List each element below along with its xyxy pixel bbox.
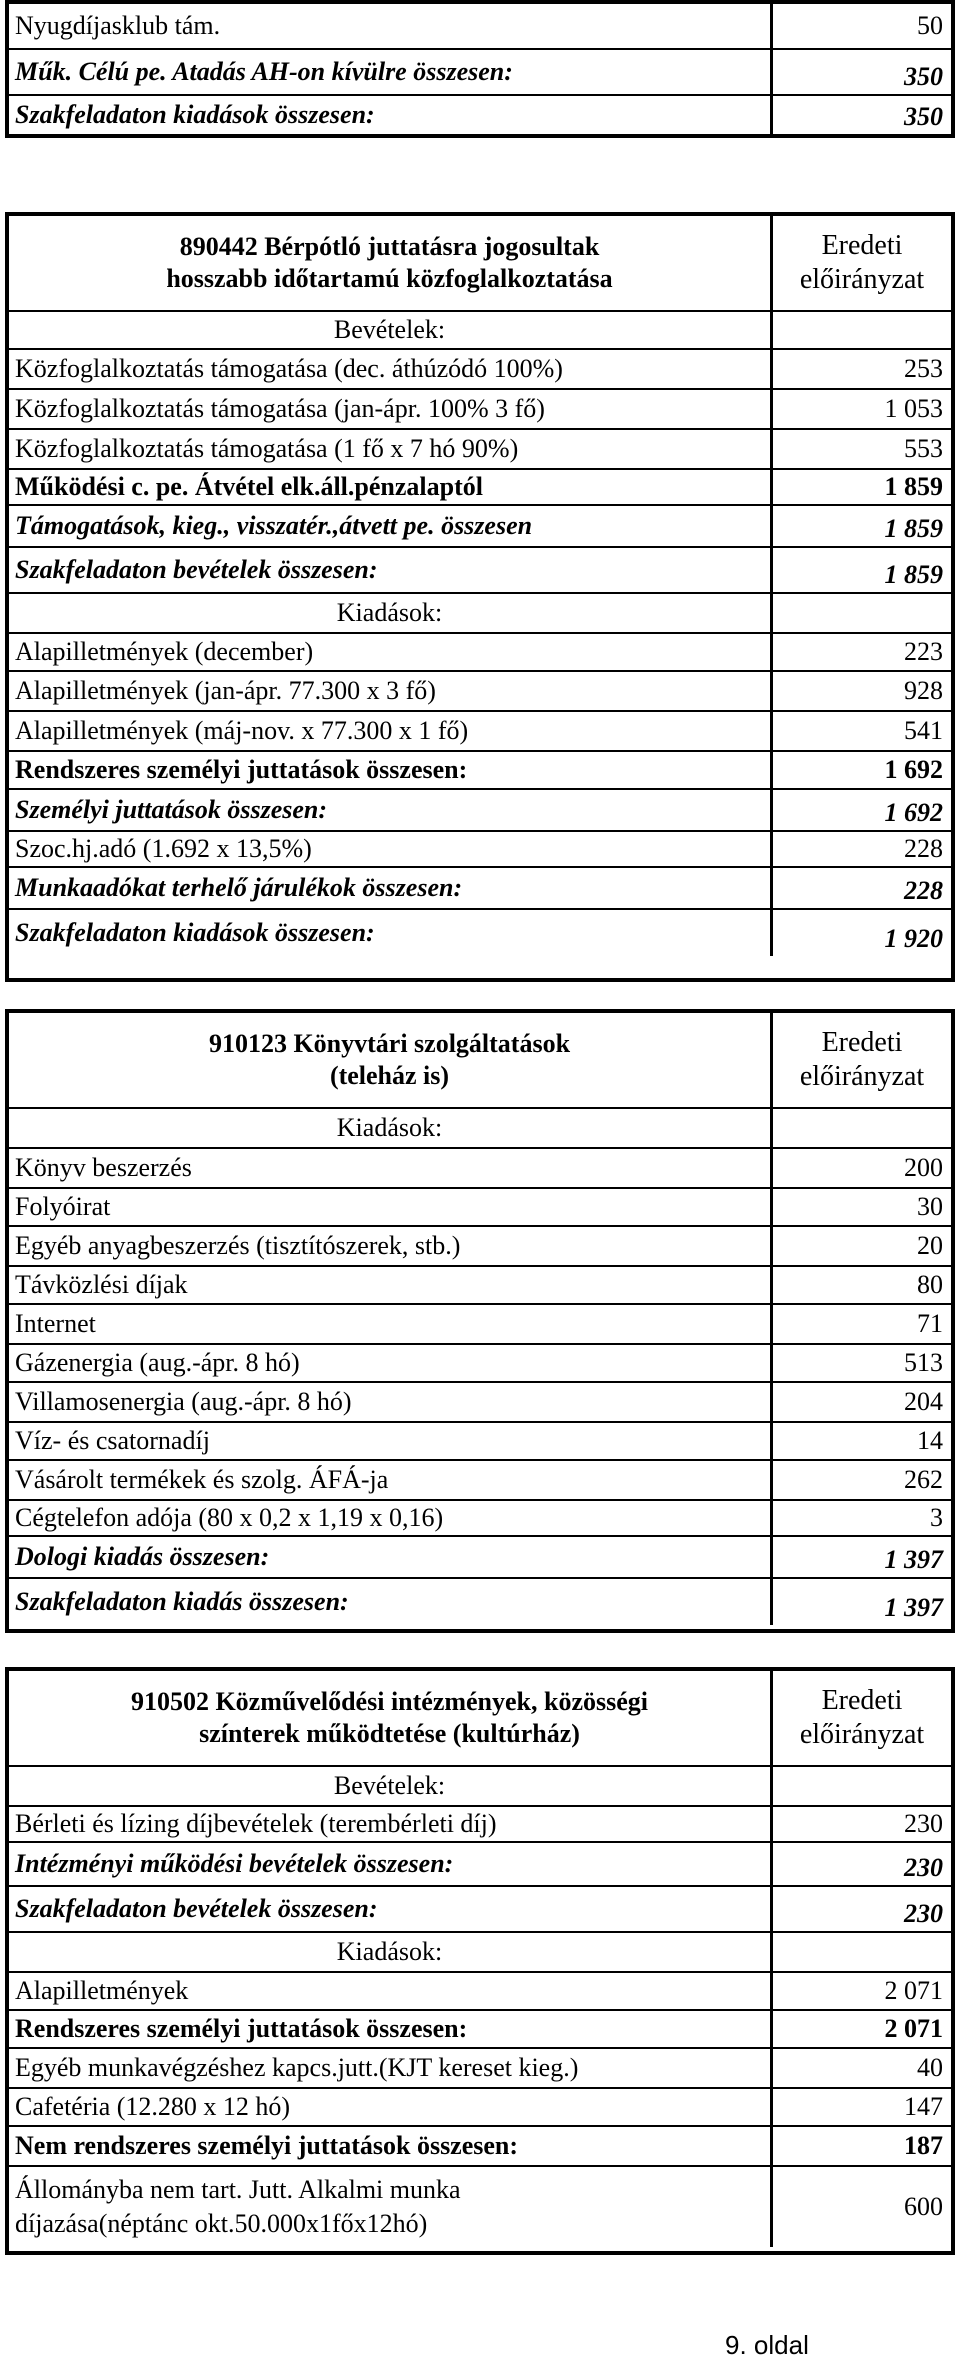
row-value: 600	[904, 2192, 943, 2221]
table-header	[9, 1013, 951, 1109]
row-label: Szoc.hj.adó (1.692 x 13,5%)	[9, 832, 773, 866]
row-value: 223	[904, 637, 943, 666]
column-header-line2: előirányzat	[799, 264, 925, 295]
section-title-line1: 910502 Közművelődési intézmények, közösségi	[130, 1687, 649, 1716]
section-row	[9, 312, 951, 350]
column-header-line1: Eredeti	[821, 1685, 903, 1716]
row-value: 50	[917, 11, 943, 40]
row-value: 1 920	[884, 924, 943, 953]
row-label: Cafetéria (12.280 x 12 hó)	[9, 2089, 773, 2125]
row-label: Támogatások, kieg., visszatér.,átvett pe. összesen	[9, 506, 773, 546]
table-row	[9, 1887, 951, 1933]
row-label: Távközlési díjak	[9, 1267, 773, 1303]
row-label-line2: díjazása(néptánc okt.50.000x1főx12hó)	[15, 2209, 428, 2238]
table-910123	[5, 1009, 955, 1633]
section-title-line1: 910123 Könyvtári szolgáltatások	[208, 1029, 571, 1058]
row-label-line1: Állományba nem tart. Jutt. Alkalmi munka	[15, 2175, 461, 2204]
table-row	[9, 672, 951, 712]
section-title-line2: színterek működtetése (kultúrház)	[199, 1719, 580, 1748]
row-value: 1 053	[884, 394, 943, 423]
row-value: 1 397	[884, 1593, 943, 1622]
section-row	[9, 1767, 951, 1807]
row-value: 513	[904, 1348, 943, 1377]
table-row	[9, 470, 951, 506]
row-label: Működési c. pe. Átvétel elk.áll.pénzalaptól	[9, 470, 773, 504]
row-value: 3	[930, 1503, 943, 1532]
table-row	[9, 2127, 951, 2167]
row-label: Szakfeladaton kiadások összesen:	[9, 910, 773, 956]
row-value: 200	[904, 1153, 943, 1182]
table-row	[9, 1345, 951, 1383]
row-label: Víz- és csatornadíj	[9, 1423, 773, 1459]
row-value: 20	[917, 1231, 943, 1260]
row-label	[9, 2167, 773, 2247]
section-title-line1: 890442 Bérpótló juttatásra jogosultak	[179, 232, 600, 261]
section-title-line2: hosszabb időtartamú közfoglalkoztatása	[166, 264, 613, 293]
row-value: 230	[904, 1899, 943, 1928]
row-value: 553	[904, 434, 943, 463]
table-row	[9, 1461, 951, 1501]
row-value: 253	[904, 354, 943, 383]
row-label: Dologi kiadás összesen:	[9, 1537, 773, 1577]
section-title-line2: (teleház is)	[329, 1061, 450, 1090]
table-row	[9, 752, 951, 790]
row-label: Közfoglalkoztatás támogatása (jan-ápr. 100% 3 fő)	[9, 390, 773, 428]
row-label: Műk. Célú pe. Atadás AH-on kívülre összesen:	[9, 50, 773, 94]
row-label: Cégtelefon adója (80 x 0,2 x 1,19 x 0,16)	[9, 1501, 773, 1535]
table-row	[9, 1227, 951, 1267]
row-value: 147	[904, 2092, 943, 2121]
row-label: Rendszeres személyi juttatások összesen:	[9, 752, 773, 788]
row-label: Gázenergia (aug.-ápr. 8 hó)	[9, 1345, 773, 1381]
column-header-line2: előirányzat	[799, 1719, 925, 1750]
section-title	[9, 1671, 773, 1765]
row-label: Folyóirat	[9, 1189, 773, 1225]
table-row	[9, 390, 951, 430]
row-value: 80	[917, 1270, 943, 1299]
row-value: 541	[904, 716, 943, 745]
revenue-heading: Bevételek:	[9, 1767, 773, 1805]
row-label: Alapilletmények	[9, 1973, 773, 2009]
table-header	[9, 1671, 951, 1767]
table-row	[9, 548, 951, 594]
table-row	[9, 4, 951, 50]
table-row	[9, 2089, 951, 2127]
row-label: Szakfeladaton kiadás összesen:	[9, 1579, 773, 1625]
table-row	[9, 790, 951, 832]
row-value: 1 692	[884, 798, 943, 827]
row-label: Szakfeladaton bevételek összesen:	[9, 1887, 773, 1931]
row-value: 350	[904, 62, 943, 91]
table-row	[9, 1579, 951, 1625]
row-label: Nem rendszeres személyi juttatások összesen:	[9, 2127, 773, 2165]
table-row	[9, 506, 951, 548]
table-row	[9, 1973, 951, 2011]
table-row	[9, 1305, 951, 1345]
row-value: 1 859	[884, 560, 943, 589]
table-row	[9, 96, 951, 134]
row-label: Internet	[9, 1305, 773, 1343]
table-row	[9, 1843, 951, 1887]
row-label: Közfoglalkoztatás támogatása (1 fő x 7 hó 90%)	[9, 430, 773, 468]
table-row	[9, 2167, 951, 2247]
row-value: 71	[917, 1309, 943, 1338]
page-number: 9. oldal	[725, 2330, 809, 2360]
row-value: 204	[904, 1387, 943, 1416]
section-title	[9, 1013, 773, 1107]
row-value: 187	[904, 2131, 943, 2160]
row-value: 40	[917, 2053, 943, 2082]
column-header-line1: Eredeti	[821, 230, 903, 261]
table-row	[9, 2049, 951, 2089]
row-value: 228	[904, 834, 943, 863]
table-row	[9, 350, 951, 390]
row-label: Egyéb anyagbeszerzés (tisztítószerek, stb.)	[9, 1227, 773, 1265]
row-value: 1 859	[884, 514, 943, 543]
expense-heading: Kiadások:	[9, 1933, 773, 1971]
row-label: Bérleti és lízing díjbevételek (terembérleti díj)	[9, 1807, 773, 1841]
table-row	[9, 2011, 951, 2049]
row-value: 1 859	[884, 472, 943, 501]
row-value: 350	[904, 102, 943, 131]
row-value: 2 071	[884, 2014, 943, 2043]
table-header	[9, 216, 951, 312]
row-label: Intézményi működési bevételek összesen:	[9, 1843, 773, 1885]
table-row	[9, 1501, 951, 1537]
row-value: 262	[904, 1465, 943, 1494]
table-carryover	[5, 0, 955, 138]
section-row	[9, 1933, 951, 1973]
expense-heading: Kiadások:	[9, 594, 773, 632]
row-label: Munkaadókat terhelő járulékok összesen:	[9, 868, 773, 908]
table-row	[9, 1537, 951, 1579]
row-label: Alapilletmények (december)	[9, 634, 773, 670]
row-value: 2 071	[884, 1976, 943, 2005]
row-label: Személyi juttatások összesen:	[9, 790, 773, 830]
table-row	[9, 910, 951, 956]
section-row	[9, 1109, 951, 1149]
table-row	[9, 430, 951, 470]
row-value: 230	[904, 1809, 943, 1838]
row-value: 928	[904, 676, 943, 705]
column-header	[773, 1013, 951, 1107]
row-label: Egyéb munkavégzéshez kapcs.jutt.(KJT kereset kieg.)	[9, 2049, 773, 2087]
row-value: 14	[917, 1426, 943, 1455]
table-row	[9, 832, 951, 868]
revenue-heading: Bevételek:	[9, 312, 773, 348]
table-910502	[5, 1667, 955, 2255]
row-value: 1 692	[884, 755, 943, 784]
row-value: 1 397	[884, 1545, 943, 1574]
row-label: Könyv beszerzés	[9, 1149, 773, 1187]
table-row	[9, 1423, 951, 1461]
row-label: Alapilletmények (jan-ápr. 77.300 x 3 fő)	[9, 672, 773, 710]
column-header	[773, 216, 951, 310]
row-label: Rendszeres személyi juttatások összesen:	[9, 2011, 773, 2047]
row-label: Vásárolt termékek és szolg. ÁFÁ-ja	[9, 1461, 773, 1499]
expense-heading: Kiadások:	[9, 1109, 773, 1147]
row-label: Villamosenergia (aug.-ápr. 8 hó)	[9, 1383, 773, 1421]
table-row	[9, 712, 951, 752]
row-label: Nyugdíjasklub tám.	[9, 4, 773, 48]
column-header	[773, 1671, 951, 1765]
row-value: 230	[904, 1853, 943, 1882]
column-header-line2: előirányzat	[799, 1061, 925, 1092]
section-row	[9, 594, 951, 634]
table-890442	[5, 212, 955, 982]
table-row	[9, 1383, 951, 1423]
table-row	[9, 1149, 951, 1189]
table-row	[9, 868, 951, 910]
column-header-line1: Eredeti	[821, 1027, 903, 1058]
table-row	[9, 634, 951, 672]
table-row	[9, 50, 951, 96]
row-label: Közfoglalkoztatás támogatása (dec. áthúzódó 100%)	[9, 350, 773, 388]
table-row	[9, 1267, 951, 1305]
section-title	[9, 216, 773, 310]
row-value: 30	[917, 1192, 943, 1221]
row-value: 228	[904, 876, 943, 905]
row-label: Szakfeladaton bevételek összesen:	[9, 548, 773, 592]
row-label: Alapilletmények (máj-nov. x 77.300 x 1 fő)	[9, 712, 773, 750]
row-label: Szakfeladaton kiadások összesen:	[9, 96, 773, 134]
table-row	[9, 1807, 951, 1843]
table-row	[9, 1189, 951, 1227]
